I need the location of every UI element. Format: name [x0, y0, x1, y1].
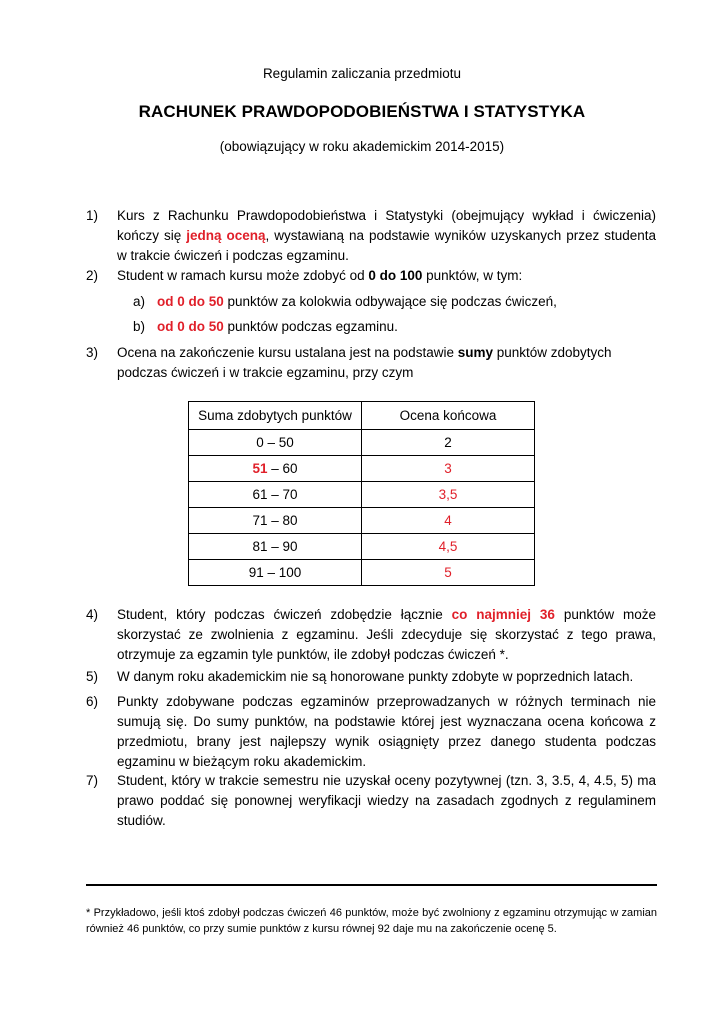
- text-segment: , wystawianą na podstawie wyników uzyskanych przez studenta w trakcie ćwiczeń i podczas egzaminu.: [117, 228, 657, 263]
- range-high: 100: [278, 565, 302, 580]
- range-separator: –: [263, 565, 279, 580]
- points-range-cell: [189, 482, 362, 508]
- item-text: [117, 605, 656, 665]
- range-separator: –: [263, 435, 279, 450]
- text-segment: Ocena na zakończenie kursu ustalana jest na podstawie: [117, 345, 458, 360]
- text-segment: Kurs z Rachunku Prawdopodobieństwa i Statystyki (obejmujący wykład i ćwiczenia) kończy się: [117, 208, 656, 243]
- document-subtitle: Regulamin zaliczania przedmiotu: [262, 66, 462, 81]
- item-number: 3): [86, 345, 99, 360]
- item-text: Punkty zdobywane podczas egzaminów przeprowadzanych w różnych terminach nie sumują się. Do sumy punktów, na podstawie której jest wyznaczana ocena końcowa z przedmiotu, brany jest najlepszy wynik osiągnięty przez danego studenta podczas egzaminu w bieżącym roku akademickim.: [117, 694, 656, 769]
- range-separator: –: [267, 461, 283, 476]
- rule-item-6: [86, 692, 656, 772]
- document-validity: (obowiązujący w roku akademickim 2014-2015): [219, 139, 505, 154]
- rule-item-3: [86, 343, 656, 383]
- range-separator: –: [267, 539, 283, 554]
- range-low: 71: [252, 513, 268, 528]
- grade-cell: 3,5: [362, 482, 535, 508]
- item-text: [117, 343, 656, 383]
- item-number: 7): [86, 773, 99, 788]
- text-segment: punktów za kolokwia odbywające się podczas ćwiczeń,: [223, 294, 557, 309]
- range-high: 50: [278, 435, 294, 450]
- document-title: RACHUNEK PRAWDOPODOBIEŃSTWA I STATYSTYKA: [138, 102, 586, 121]
- sub-item-label: a): [133, 294, 146, 309]
- grade-table: [188, 401, 535, 586]
- grade-cell: 2: [362, 430, 535, 456]
- text-segment: punktów podczas egzaminu.: [223, 319, 398, 334]
- table-header-row: [189, 402, 535, 430]
- table-row: [189, 430, 535, 456]
- footnote: * Przykładowo, jeśli ktoś zdobył podczas ćwiczeń 46 punktów, może być zwolniony z egzaminu otrzymując w zamian również 46 punktów, co przy sumie punktów z kursu równej 92 daje mu na zakończenie ocenę 5.: [86, 907, 657, 935]
- points-range-cell: [189, 508, 362, 534]
- grade-cell: 5: [362, 560, 535, 586]
- sub-item-a: [133, 292, 653, 312]
- item-text: [117, 206, 656, 266]
- table-row: [189, 508, 535, 534]
- item-number: 5): [86, 669, 99, 684]
- table-row: [189, 482, 535, 508]
- rule-item-2: [86, 266, 656, 286]
- rule-item-5: [86, 667, 656, 687]
- range-low: 61: [252, 487, 268, 502]
- column-header-grade: Ocena końcowa: [362, 402, 535, 430]
- bold-text: sumy: [457, 345, 493, 360]
- range-separator: –: [267, 487, 283, 502]
- item-text: Student, który w trakcie semestru nie uzyskał oceny pozytywnej (tzn. 3, 3.5, 4, 4.5, 5) ma prawo poddać się ponownej weryfikacji wiedzy na zasadach zgodnych z regulaminem studiów.: [117, 773, 656, 828]
- rule-item-4: [86, 605, 656, 665]
- highlight-text: od 0 do 50: [157, 294, 224, 309]
- range-low: 81: [252, 539, 268, 554]
- range-high: 80: [282, 513, 298, 528]
- text-segment: Student w ramach kursu może zdobyć od: [117, 268, 369, 283]
- sub-item-text: [157, 292, 653, 312]
- item-text: W danym roku akademickim nie są honorowane punkty zdobyte w poprzednich latach.: [117, 669, 634, 684]
- points-range-cell: [189, 534, 362, 560]
- footnote-separator: [86, 884, 657, 886]
- table-row: [189, 534, 535, 560]
- range-low: 51: [252, 461, 268, 476]
- range-low: 91: [248, 565, 264, 580]
- table-row: [189, 560, 535, 586]
- points-range-cell: [189, 456, 362, 482]
- highlight-text: co najmniej 36: [451, 607, 555, 622]
- points-range-cell: [189, 430, 362, 456]
- grade-cell: 3: [362, 456, 535, 482]
- range-high: 70: [282, 487, 298, 502]
- item-number: 2): [86, 268, 99, 283]
- text-segment: Student, który podczas ćwiczeń zdobędzie łącznie: [117, 607, 452, 622]
- column-header-points: Suma zdobytych punktów: [189, 402, 362, 430]
- item-text: [117, 266, 656, 286]
- rule-item-7: [86, 771, 656, 831]
- item-number: 6): [86, 694, 99, 709]
- range-separator: –: [267, 513, 283, 528]
- text-segment: punktów może skorzystać ze zwolnienia z egzaminu. Jeśli zdecyduje się skorzystać z tego prawa, otrzymuje za egzamin tyle punktów, ile zdobył podczas ćwiczeń *.: [117, 607, 656, 662]
- range-low: 0: [256, 435, 264, 450]
- grade-cell: 4,5: [362, 534, 535, 560]
- rule-item-1: [86, 206, 656, 266]
- item-number: 4): [86, 607, 99, 622]
- highlight-text: od 0 do 50: [157, 319, 224, 334]
- table-row: [189, 456, 535, 482]
- text-segment: punktów, w tym:: [422, 268, 523, 283]
- sub-item-label: b): [133, 319, 146, 334]
- bold-text: 0 do 100: [368, 268, 423, 283]
- text-segment: punktów zdobytych podczas ćwiczeń i w trakcie egzaminu, przy czym: [117, 345, 612, 380]
- sub-item-b: [133, 317, 653, 337]
- sub-item-text: [157, 317, 653, 337]
- item-number: 1): [86, 208, 99, 223]
- highlight-text: jedną oceną: [186, 228, 266, 243]
- range-high: 60: [282, 461, 298, 476]
- points-range-cell: [189, 560, 362, 586]
- range-high: 90: [282, 539, 298, 554]
- grade-cell: 4: [362, 508, 535, 534]
